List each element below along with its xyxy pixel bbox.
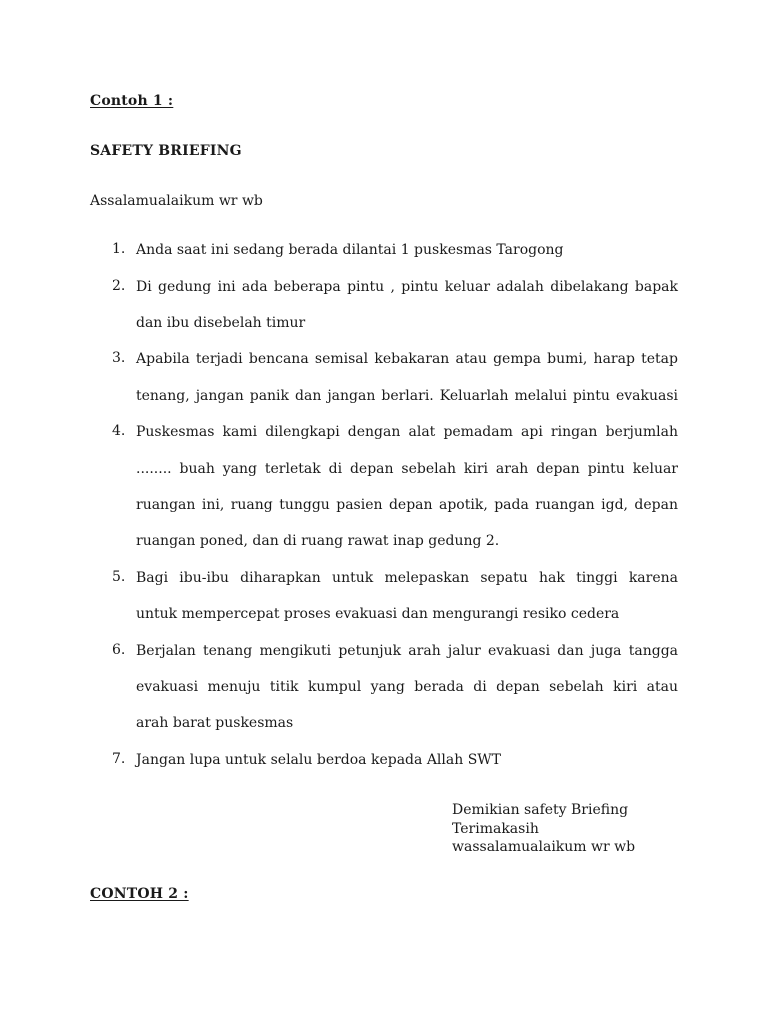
list-item-line: Puskesmas kami dilengkapi dengan alat pemadam api ringan berjumlah: [136, 424, 678, 440]
greeting-text: Assalamualaikum wr wb: [90, 193, 263, 209]
list-item-number: 3.: [112, 350, 126, 366]
list-item-line: ruangan poned, dan di ruang rawat inap gedung 2.: [136, 533, 500, 549]
list-item-line: evakuasi menuju titik kumpul yang berada di depan sebelah kiri atau: [136, 679, 678, 695]
example-1-heading: Contoh 1 :: [90, 93, 174, 109]
list-item-number: 5.: [112, 569, 126, 585]
list-item-line: tenang, jangan panik dan jangan berlari. Keluarlah melalui pintu evakuasi: [136, 388, 678, 404]
list-item-number: 1.: [112, 241, 126, 257]
example-2-heading: CONTOH 2 :: [90, 886, 189, 902]
list-item-line: Anda saat ini sedang berada dilantai 1 puskesmas Tarogong: [136, 242, 564, 258]
list-item-line: ruangan ini, ruang tunggu pasien depan apotik, pada ruangan igd, depan: [136, 497, 678, 513]
list-item-number: 7.: [112, 751, 126, 767]
list-item-number: 4.: [112, 423, 126, 439]
list-item-number: 2.: [112, 278, 126, 294]
list-item-line: Jangan lupa untuk selalu berdoa kepada Allah SWT: [136, 752, 502, 768]
list-item-line: ........ buah yang terletak di depan sebelah kiri arah depan pintu keluar: [136, 461, 678, 477]
list-item-line: Di gedung ini ada beberapa pintu , pintu keluar adalah dibelakang bapak: [136, 279, 678, 295]
list-item-line: dan ibu disebelah timur: [136, 315, 306, 331]
closing-line: Terimakasih: [452, 820, 539, 837]
list-item-line: Apabila terjadi bencana semisal kebakaran atau gempa bumi, harap tetap: [136, 351, 678, 367]
list-item-line: Bagi ibu-ibu diharapkan untuk melepaskan sepatu hak tinggi karena: [136, 570, 678, 586]
list-item-line: Berjalan tenang mengikuti petunjuk arah jalur evakuasi dan juga tangga: [136, 643, 678, 659]
closing-line: wassalamualaikum wr wb: [452, 839, 636, 855]
list-item-line: arah barat puskesmas: [136, 715, 294, 731]
closing-block: [452, 801, 635, 857]
list-item-line: untuk mempercepat proses evakuasi dan mengurangi resiko cedera: [136, 606, 620, 622]
list-item-number: 6.: [112, 642, 126, 658]
closing-line: Demikian safety Briefing: [452, 802, 629, 818]
document-title: SAFETY BRIEFING: [90, 143, 242, 159]
